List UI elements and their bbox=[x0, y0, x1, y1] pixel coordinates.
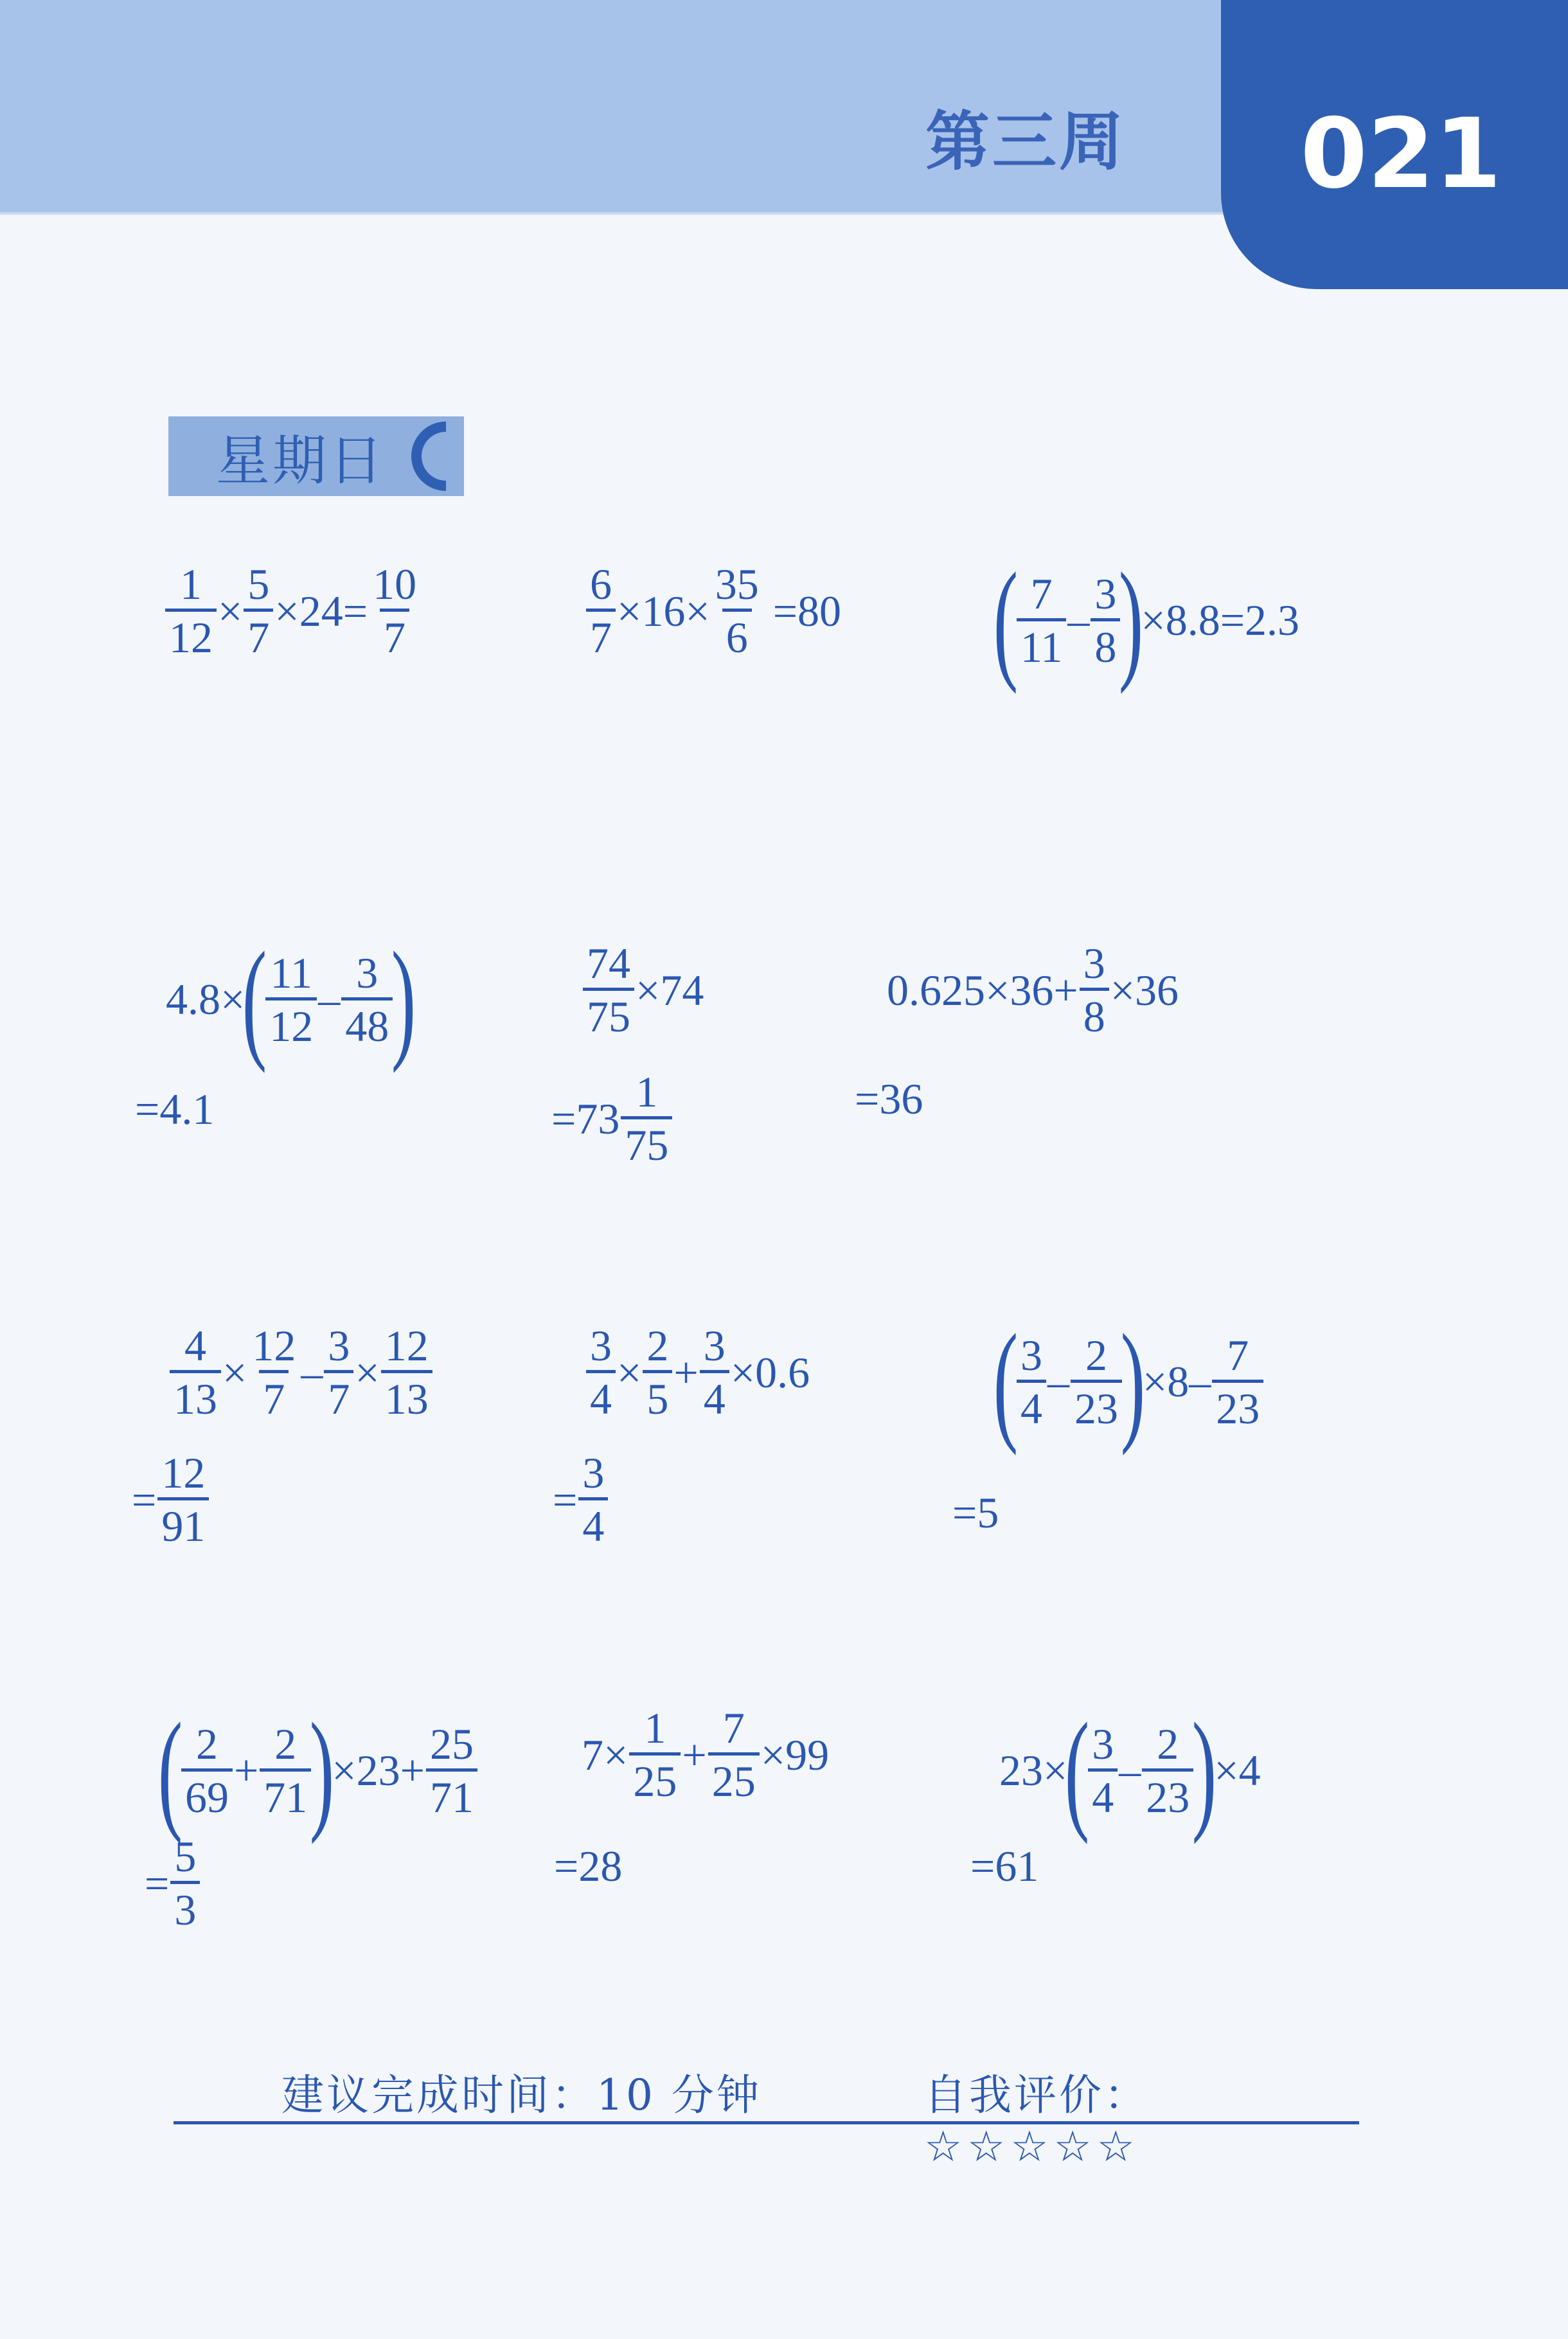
answer-12: =61 bbox=[970, 1842, 1039, 1890]
problem-1: $\frac{1}{12}$ × $\frac{5}{7}$ ×24= $\frac{10}{7}$ bbox=[164, 562, 422, 659]
problem-12: 23× ( $\frac{3}{4}$ – $\frac{2}{23}$ ) ×4 bbox=[999, 1696, 1261, 1845]
answer-9: =5 bbox=[952, 1488, 999, 1537]
fraction: $\frac{4}{13}$ bbox=[170, 1324, 221, 1421]
fraction: $\frac{74}{75}$ bbox=[583, 941, 634, 1038]
problem-6: 0.625×36+ $\frac{3}{8}$ ×36 bbox=[887, 939, 1179, 1041]
answer-7: = $\frac{12}{91}$ bbox=[132, 1451, 210, 1548]
week-title: 第三周 bbox=[925, 104, 1126, 179]
moon-icon bbox=[397, 407, 495, 506]
footer bbox=[174, 2059, 1359, 2171]
fraction: $\frac{3}{4}$ bbox=[700, 1324, 729, 1421]
problem-9: ( $\frac{3}{4}$ – $\frac{2}{23}$ ) ×8– $\frac{7}{23}$ bbox=[996, 1314, 1265, 1449]
fraction: $\frac{5}{3}$ bbox=[170, 1835, 200, 1932]
fraction: $\frac{7}{11}$ bbox=[1017, 572, 1066, 669]
answer-10: = $\frac{5}{3}$ bbox=[145, 1835, 201, 1932]
fraction: $\frac{7}{23}$ bbox=[1212, 1333, 1263, 1430]
page-number: 021 bbox=[1300, 98, 1502, 210]
star-rating: ☆☆☆☆☆ bbox=[924, 2122, 1140, 2171]
fraction: $\frac{2}{23}$ bbox=[1071, 1333, 1122, 1430]
problem-8: $\frac{3}{4}$ × $\frac{2}{5}$ + $\frac{3}{4}$ ×0.6 bbox=[585, 1324, 810, 1421]
fraction: $\frac{35}{6}$ bbox=[715, 560, 759, 662]
suggested-time: 建议完成时间：10 分钟 bbox=[281, 2070, 762, 2120]
problem-11: 7× $\frac{1}{25}$ + $\frac{7}{25}$ ×99 bbox=[582, 1703, 830, 1806]
day-label: 星期日 bbox=[216, 429, 386, 492]
fraction: $\frac{6}{7}$ bbox=[586, 562, 616, 659]
fraction: $\frac{3}{7}$ bbox=[324, 1324, 353, 1421]
problem-7: $\frac{4}{13}$ × $\frac{12}{7}$ – $\frac{3}{7}$ × $\frac{12}{13}$ bbox=[168, 1324, 434, 1421]
answer-5: =73 $\frac{1}{75}$ bbox=[551, 1070, 673, 1167]
fraction: $\frac{3}{4}$ bbox=[1088, 1722, 1118, 1819]
fraction: $\frac{5}{7}$ bbox=[244, 562, 273, 659]
fraction: $\frac{1}{12}$ bbox=[165, 562, 217, 659]
self-evaluation bbox=[924, 2061, 1359, 2171]
fraction: $\frac{7}{25}$ bbox=[708, 1706, 760, 1803]
problem-10: ( $\frac{2}{69}$ + $\frac{2}{71}$ ) ×23+ $\frac{25}{71}$ bbox=[161, 1703, 479, 1838]
fraction: $\frac{1}{75}$ bbox=[621, 1070, 672, 1167]
fraction: $\frac{11}{12}$ bbox=[265, 951, 317, 1048]
self-evaluation-label: 自我评价： bbox=[924, 2070, 1149, 2120]
page-number-tab bbox=[1221, 0, 1568, 289]
answer-4: =4.1 bbox=[135, 1085, 215, 1134]
fraction: $\frac{1}{25}$ bbox=[629, 1706, 681, 1803]
answer-6: =36 bbox=[855, 1074, 923, 1123]
fraction: $\frac{3}{4}$ bbox=[578, 1451, 608, 1548]
fraction: $\frac{2}{5}$ bbox=[643, 1324, 672, 1421]
problem-2: $\frac{6}{7}$ ×16× $\frac{35}{6}$ =80 bbox=[585, 562, 841, 659]
answer-8: = $\frac{3}{4}$ bbox=[553, 1451, 609, 1548]
day-tab bbox=[168, 416, 464, 496]
fraction: $\frac{3}{8}$ bbox=[1091, 572, 1120, 669]
problem-4: 4.8× ( $\frac{11}{12}$ – $\frac{3}{48}$ ) bbox=[166, 925, 416, 1074]
fraction: $\frac{3}{48}$ bbox=[341, 951, 393, 1048]
fraction: $\frac{12}{91}$ bbox=[157, 1451, 209, 1548]
fraction: $\frac{3}{8}$ bbox=[1080, 941, 1109, 1038]
fraction: $\frac{25}{71}$ bbox=[426, 1722, 477, 1819]
fraction: $\frac{3}{4}$ bbox=[1017, 1333, 1046, 1430]
fraction: $\frac{3}{4}$ bbox=[586, 1324, 616, 1421]
fraction: $\frac{2}{69}$ bbox=[181, 1722, 233, 1819]
fraction: $\frac{12}{7}$ bbox=[252, 1321, 296, 1423]
fraction: $\frac{10}{7}$ bbox=[373, 560, 417, 662]
problem-5: $\frac{74}{75}$ ×74 bbox=[582, 941, 704, 1038]
fraction: $\frac{2}{71}$ bbox=[260, 1722, 311, 1819]
problem-3: ( $\frac{7}{11}$ – $\frac{3}{8}$ ) ×8.8=2.3 bbox=[993, 546, 1300, 695]
fraction: $\frac{12}{13}$ bbox=[381, 1324, 432, 1421]
answer-11: =28 bbox=[554, 1842, 623, 1890]
fraction: $\frac{2}{23}$ bbox=[1142, 1722, 1193, 1819]
